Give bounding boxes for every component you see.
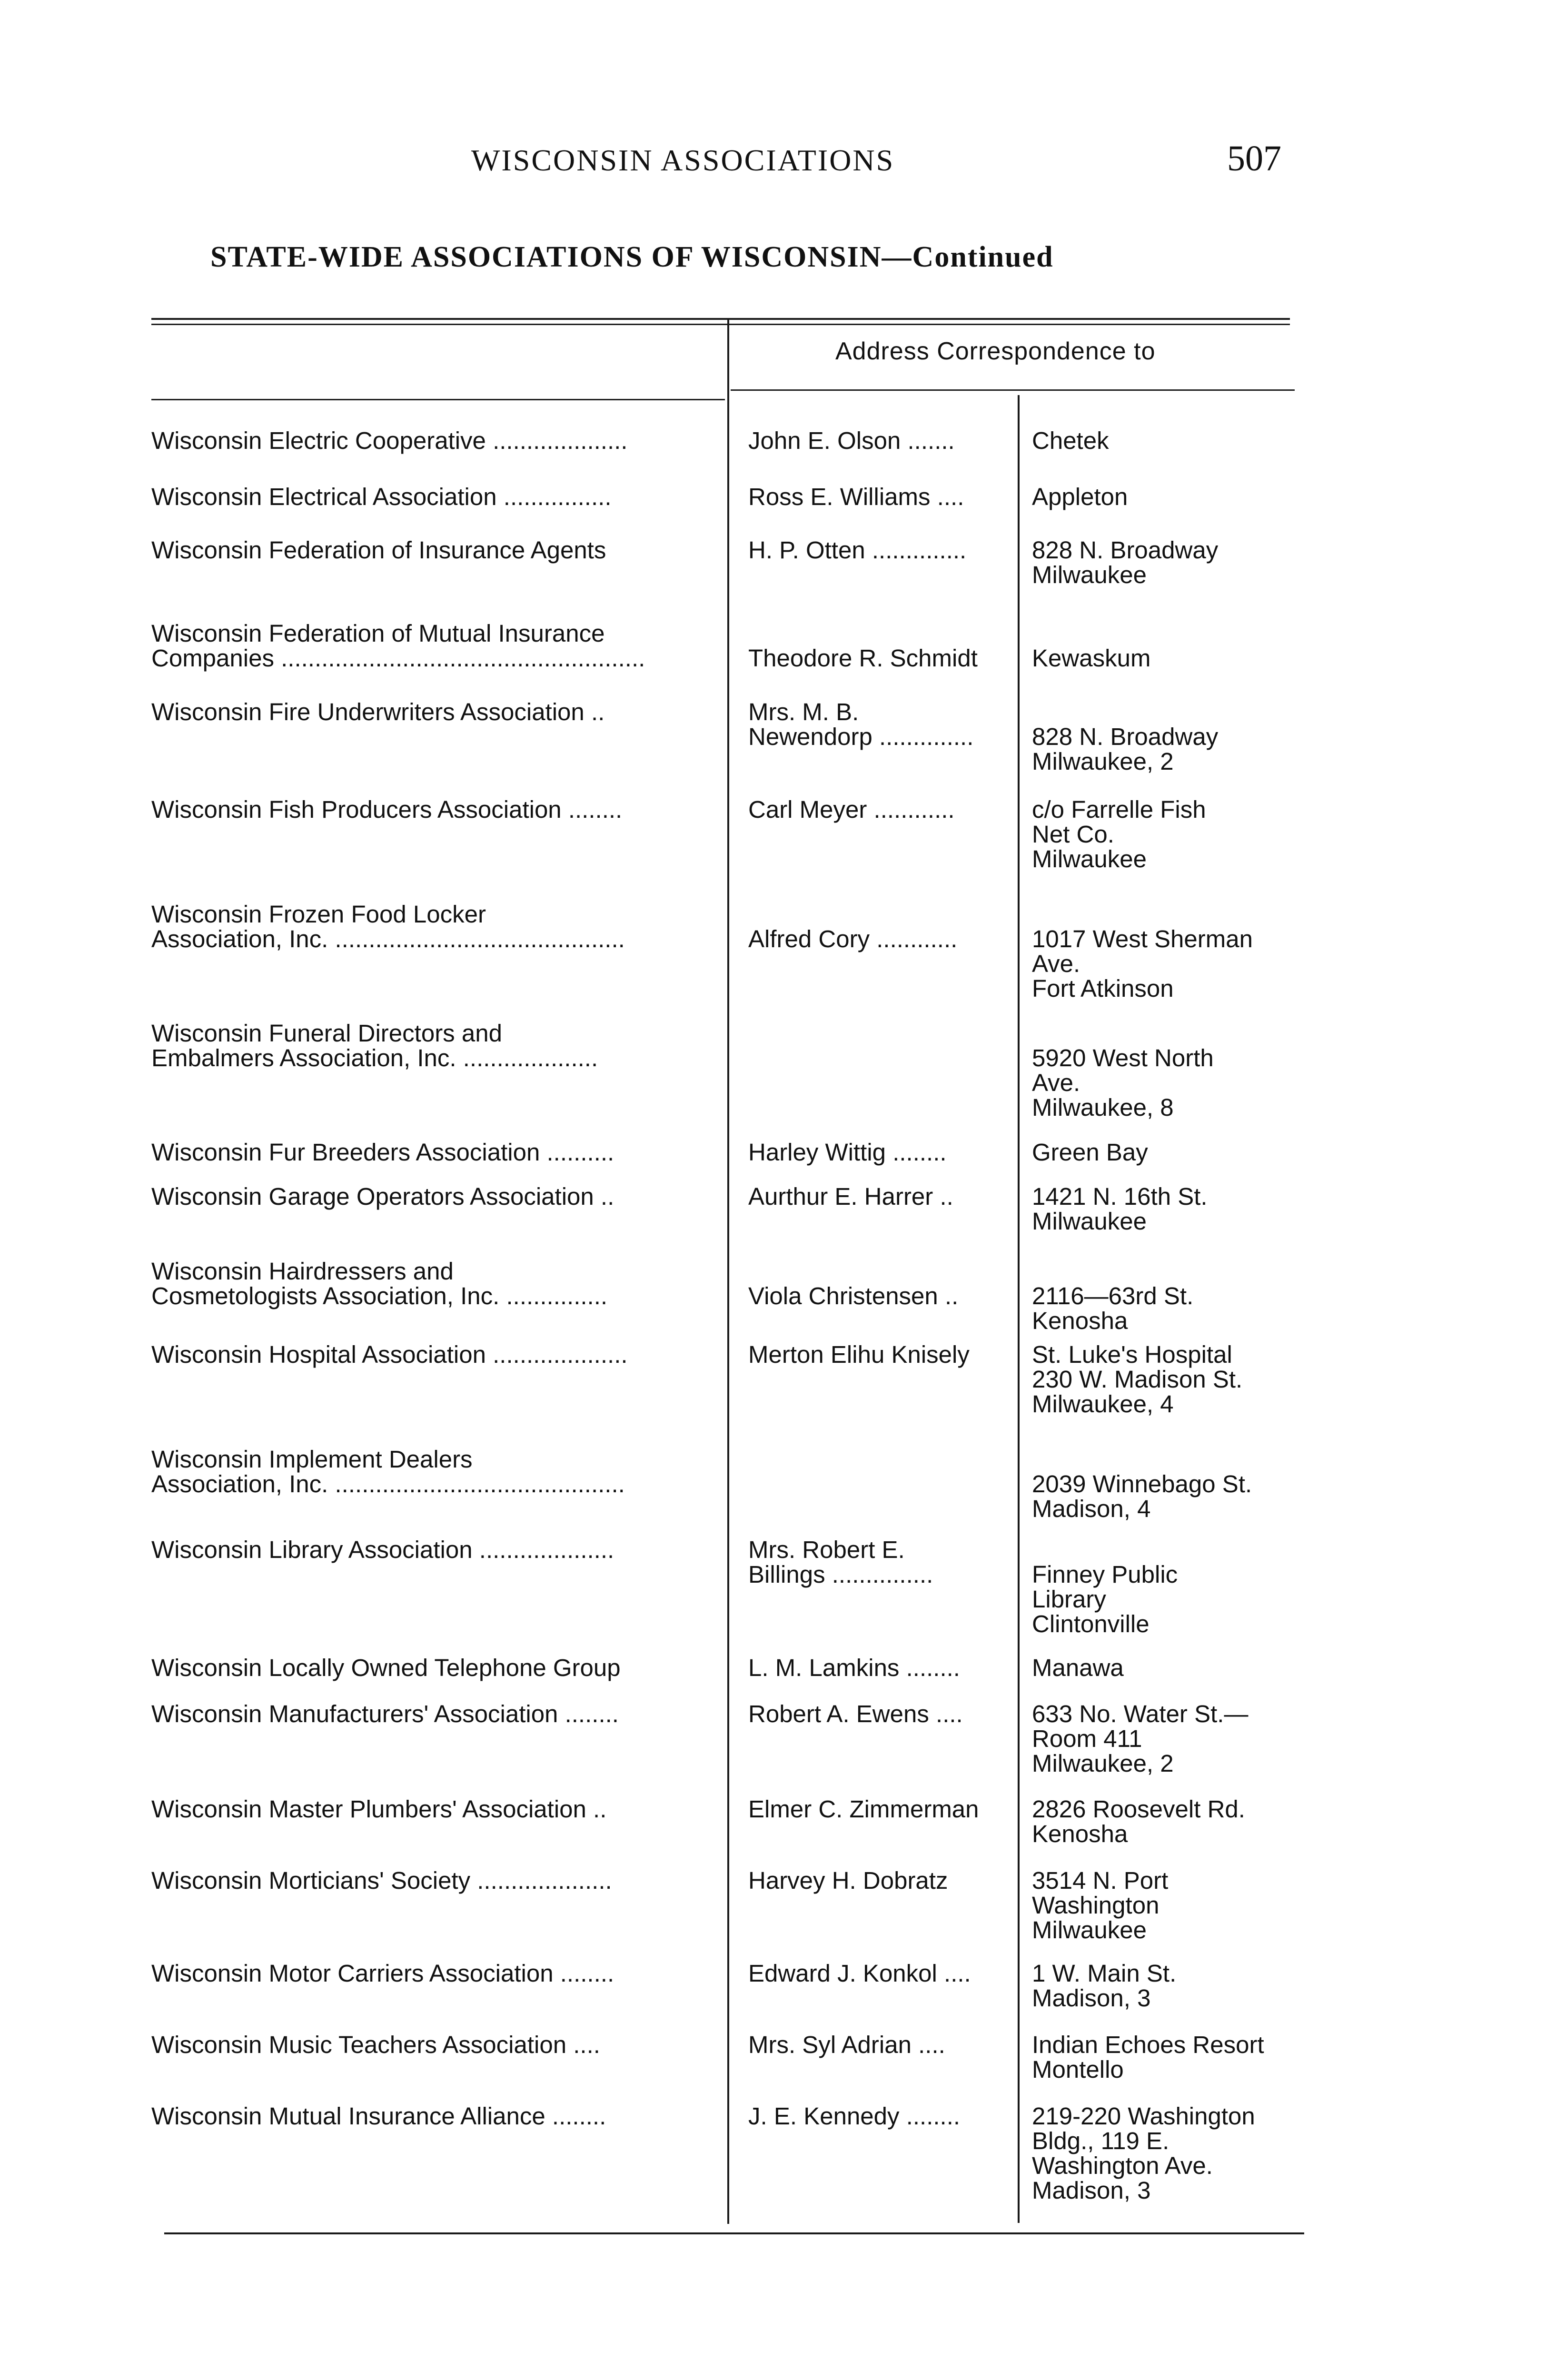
address: 633 No. Water St.— Room 411 Milwaukee, 2 xyxy=(1032,1700,1249,1777)
address: 2826 Roosevelt Rd. Kenosha xyxy=(1032,1795,1245,1847)
contact-person: Mrs. M. B. Newendorp .............. xyxy=(748,698,974,750)
association-name: Wisconsin Fire Underwriters Association .. xyxy=(151,698,605,725)
address: Manawa xyxy=(1032,1654,1124,1681)
association-name: Wisconsin Morticians' Society .................... xyxy=(151,1867,612,1894)
contact-person: Edward J. Konkol .... xyxy=(748,1960,971,1987)
association-name: Wisconsin Manufacturers' Association ........ xyxy=(151,1700,619,1727)
address: Kewaskum xyxy=(1032,645,1151,672)
contact-person: Viola Christensen .. xyxy=(748,1282,959,1309)
contact-person: H. P. Otten .............. xyxy=(748,536,967,564)
address: Finney Public Library Clintonville xyxy=(1032,1561,1178,1637)
address: Indian Echoes Resort Montello xyxy=(1032,2031,1264,2083)
address: 2039 Winnebago St. Madison, 4 xyxy=(1032,1470,1252,1522)
association-name: Wisconsin Music Teachers Association .... xyxy=(151,2031,600,2058)
top-rule xyxy=(151,318,1290,320)
address: Appleton xyxy=(1032,483,1128,510)
contact-person: Elmer C. Zimmerman xyxy=(748,1795,979,1823)
association-name: Wisconsin Library Association .................... xyxy=(151,1536,614,1563)
contact-person: Harvey H. Dobratz xyxy=(748,1867,948,1894)
address: 1017 West Sherman Ave. Fort Atkinson xyxy=(1032,925,1253,1002)
contact-person: Theodore R. Schmidt xyxy=(748,645,978,672)
header-rule-left xyxy=(151,399,725,400)
association-name: Wisconsin Electric Cooperative .................... xyxy=(151,427,628,454)
contact-person: Merton Elihu Knisely xyxy=(748,1341,970,1368)
top-rule-second xyxy=(151,324,1290,325)
running-head-title: WISCONSIN ASSOCIATIONS xyxy=(471,143,895,177)
column-header-address: Address Correspondence to xyxy=(835,337,1156,365)
address: 219-220 Washington Bldg., 119 E. Washington Ave. Madison, 3 xyxy=(1032,2102,1255,2204)
address: St. Luke's Hospital 230 W. Madison St. Milwaukee, 4 xyxy=(1032,1341,1243,1418)
association-name: Wisconsin Motor Carriers Association ........ xyxy=(151,1960,614,1987)
association-name: Wisconsin Locally Owned Telephone Group xyxy=(151,1654,621,1681)
address: 1 W. Main St. Madison, 3 xyxy=(1032,1960,1177,2012)
page-number: 507 xyxy=(1227,139,1281,178)
bottom-rule xyxy=(164,2232,1304,2234)
association-name: Wisconsin Hospital Association .................... xyxy=(151,1341,628,1368)
association-name: Wisconsin Federation of Mutual Insurance Companies ...................................................... xyxy=(151,620,645,672)
association-name: Wisconsin Garage Operators Association .. xyxy=(151,1183,614,1210)
contact-person: Carl Meyer ............ xyxy=(748,796,955,823)
address: 828 N. Broadway Milwaukee, 2 xyxy=(1032,723,1219,775)
contact-person: Robert A. Ewens .... xyxy=(748,1700,963,1727)
contact-person: Alfred Cory ............ xyxy=(748,925,958,952)
association-name: Wisconsin Hairdressers and Cosmetologists Association, Inc. ............... xyxy=(151,1258,608,1309)
contact-person: Mrs. Syl Adrian .... xyxy=(748,2031,945,2058)
association-name: Wisconsin Master Plumbers' Association .. xyxy=(151,1795,607,1823)
contact-person: J. E. Kennedy ........ xyxy=(748,2102,961,2130)
address: 5920 West North Ave. Milwaukee, 8 xyxy=(1032,1044,1214,1121)
address: 828 N. Broadway Milwaukee xyxy=(1032,536,1219,588)
header-rule-right xyxy=(731,389,1295,391)
column-divider-1 xyxy=(727,320,729,2224)
association-name: Wisconsin Fur Breeders Association .......... xyxy=(151,1139,614,1166)
association-name: Wisconsin Electrical Association ................ xyxy=(151,483,612,510)
association-name: Wisconsin Fish Producers Association ........ xyxy=(151,796,623,823)
address: Green Bay xyxy=(1032,1139,1148,1166)
contact-person: Ross E. Williams .... xyxy=(748,483,964,510)
association-name: Wisconsin Frozen Food Locker Association, Inc. ........................................... xyxy=(151,901,625,952)
address: 3514 N. Port Washington Milwaukee xyxy=(1032,1867,1169,1944)
association-name: Wisconsin Funeral Directors and Embalmers Association, Inc. .................... xyxy=(151,1020,598,1071)
association-name: Wisconsin Mutual Insurance Alliance ........ xyxy=(151,2102,606,2130)
address: Chetek xyxy=(1032,427,1109,454)
section-title: STATE-WIDE ASSOCIATIONS OF WISCONSIN—Continued xyxy=(210,241,1054,273)
association-name: Wisconsin Implement Dealers Association, Inc. ........................................... xyxy=(151,1446,625,1497)
contact-person: John E. Olson ....... xyxy=(748,427,955,454)
association-name: Wisconsin Federation of Insurance Agents xyxy=(151,536,606,564)
address: 2116—63rd St. Kenosha xyxy=(1032,1282,1194,1334)
contact-person: Aurthur E. Harrer .. xyxy=(748,1183,953,1210)
contact-person: Mrs. Robert E. Billings ............... xyxy=(748,1536,933,1588)
contact-person: Harley Wittig ........ xyxy=(748,1139,947,1166)
column-divider-2 xyxy=(1018,395,1020,2223)
contact-person: L. M. Lamkins ........ xyxy=(748,1654,960,1681)
address: c/o Farrelle Fish Net Co. Milwaukee xyxy=(1032,796,1206,873)
address: 1421 N. 16th St. Milwaukee xyxy=(1032,1183,1208,1235)
